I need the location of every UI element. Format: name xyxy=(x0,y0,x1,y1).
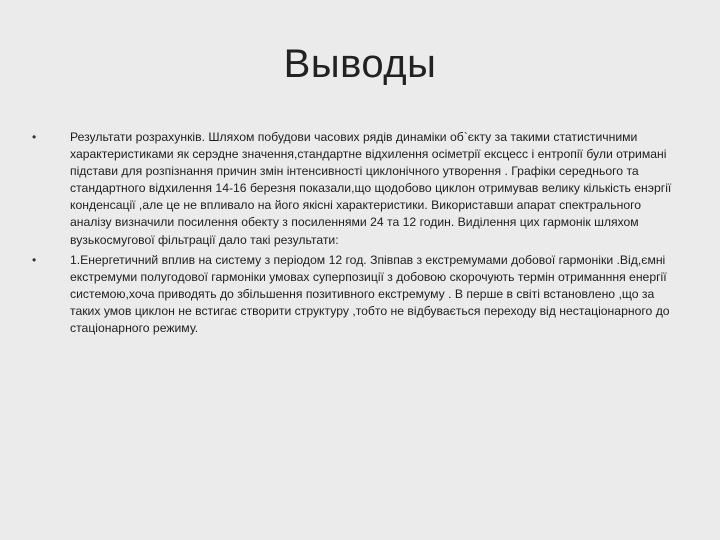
bullet-item xyxy=(30,252,686,337)
bullet-list xyxy=(30,129,686,337)
bullet-text: Результати розрахунків. Шляхом побудови часових рядів динаміки об`єкту за такими статистичними характеристиками як серэдне значення,стандартне відхилення осіметрії ексцесс і ентропії були отримані підстави для розпізнання причин змін інтенсивності циклонічного утворення . Графіки середнього та стандартного відхилення 14-16 березня показали,що щодобово циклон отримував велику кількість енэргії конденсації ,але це не впливало на його якісні характеристики. Використавши апарат спектрального аналізу визначили посилення обекту з посиленнями 24 та 12 годин. Виділення цих гармонік шляхом вузькосмугової фільтрації дало такі результати: xyxy=(70,130,672,247)
bullet-text: 1.Енергетичний вплив на систему з періодом 12 год. Зпівпав з екстремумами добової гармоніки .Від,ємні екстремуми полугодової гармоніки умовах суперпозиції з добовою скорочують термін отриманння енергії системою,хоча приводять до збільшення позитивного екстремуму . В перше в світі встановлено ,що за таких умов циклон не встигає створити структуру ,тобто не відбувається переходу від нестаціонарного до стаціонарного режиму. xyxy=(70,252,670,336)
bullet-item xyxy=(30,129,686,249)
slide-title: Выводы xyxy=(283,42,437,86)
bullet-marker: • xyxy=(32,130,37,144)
bullet-marker: • xyxy=(32,252,37,267)
